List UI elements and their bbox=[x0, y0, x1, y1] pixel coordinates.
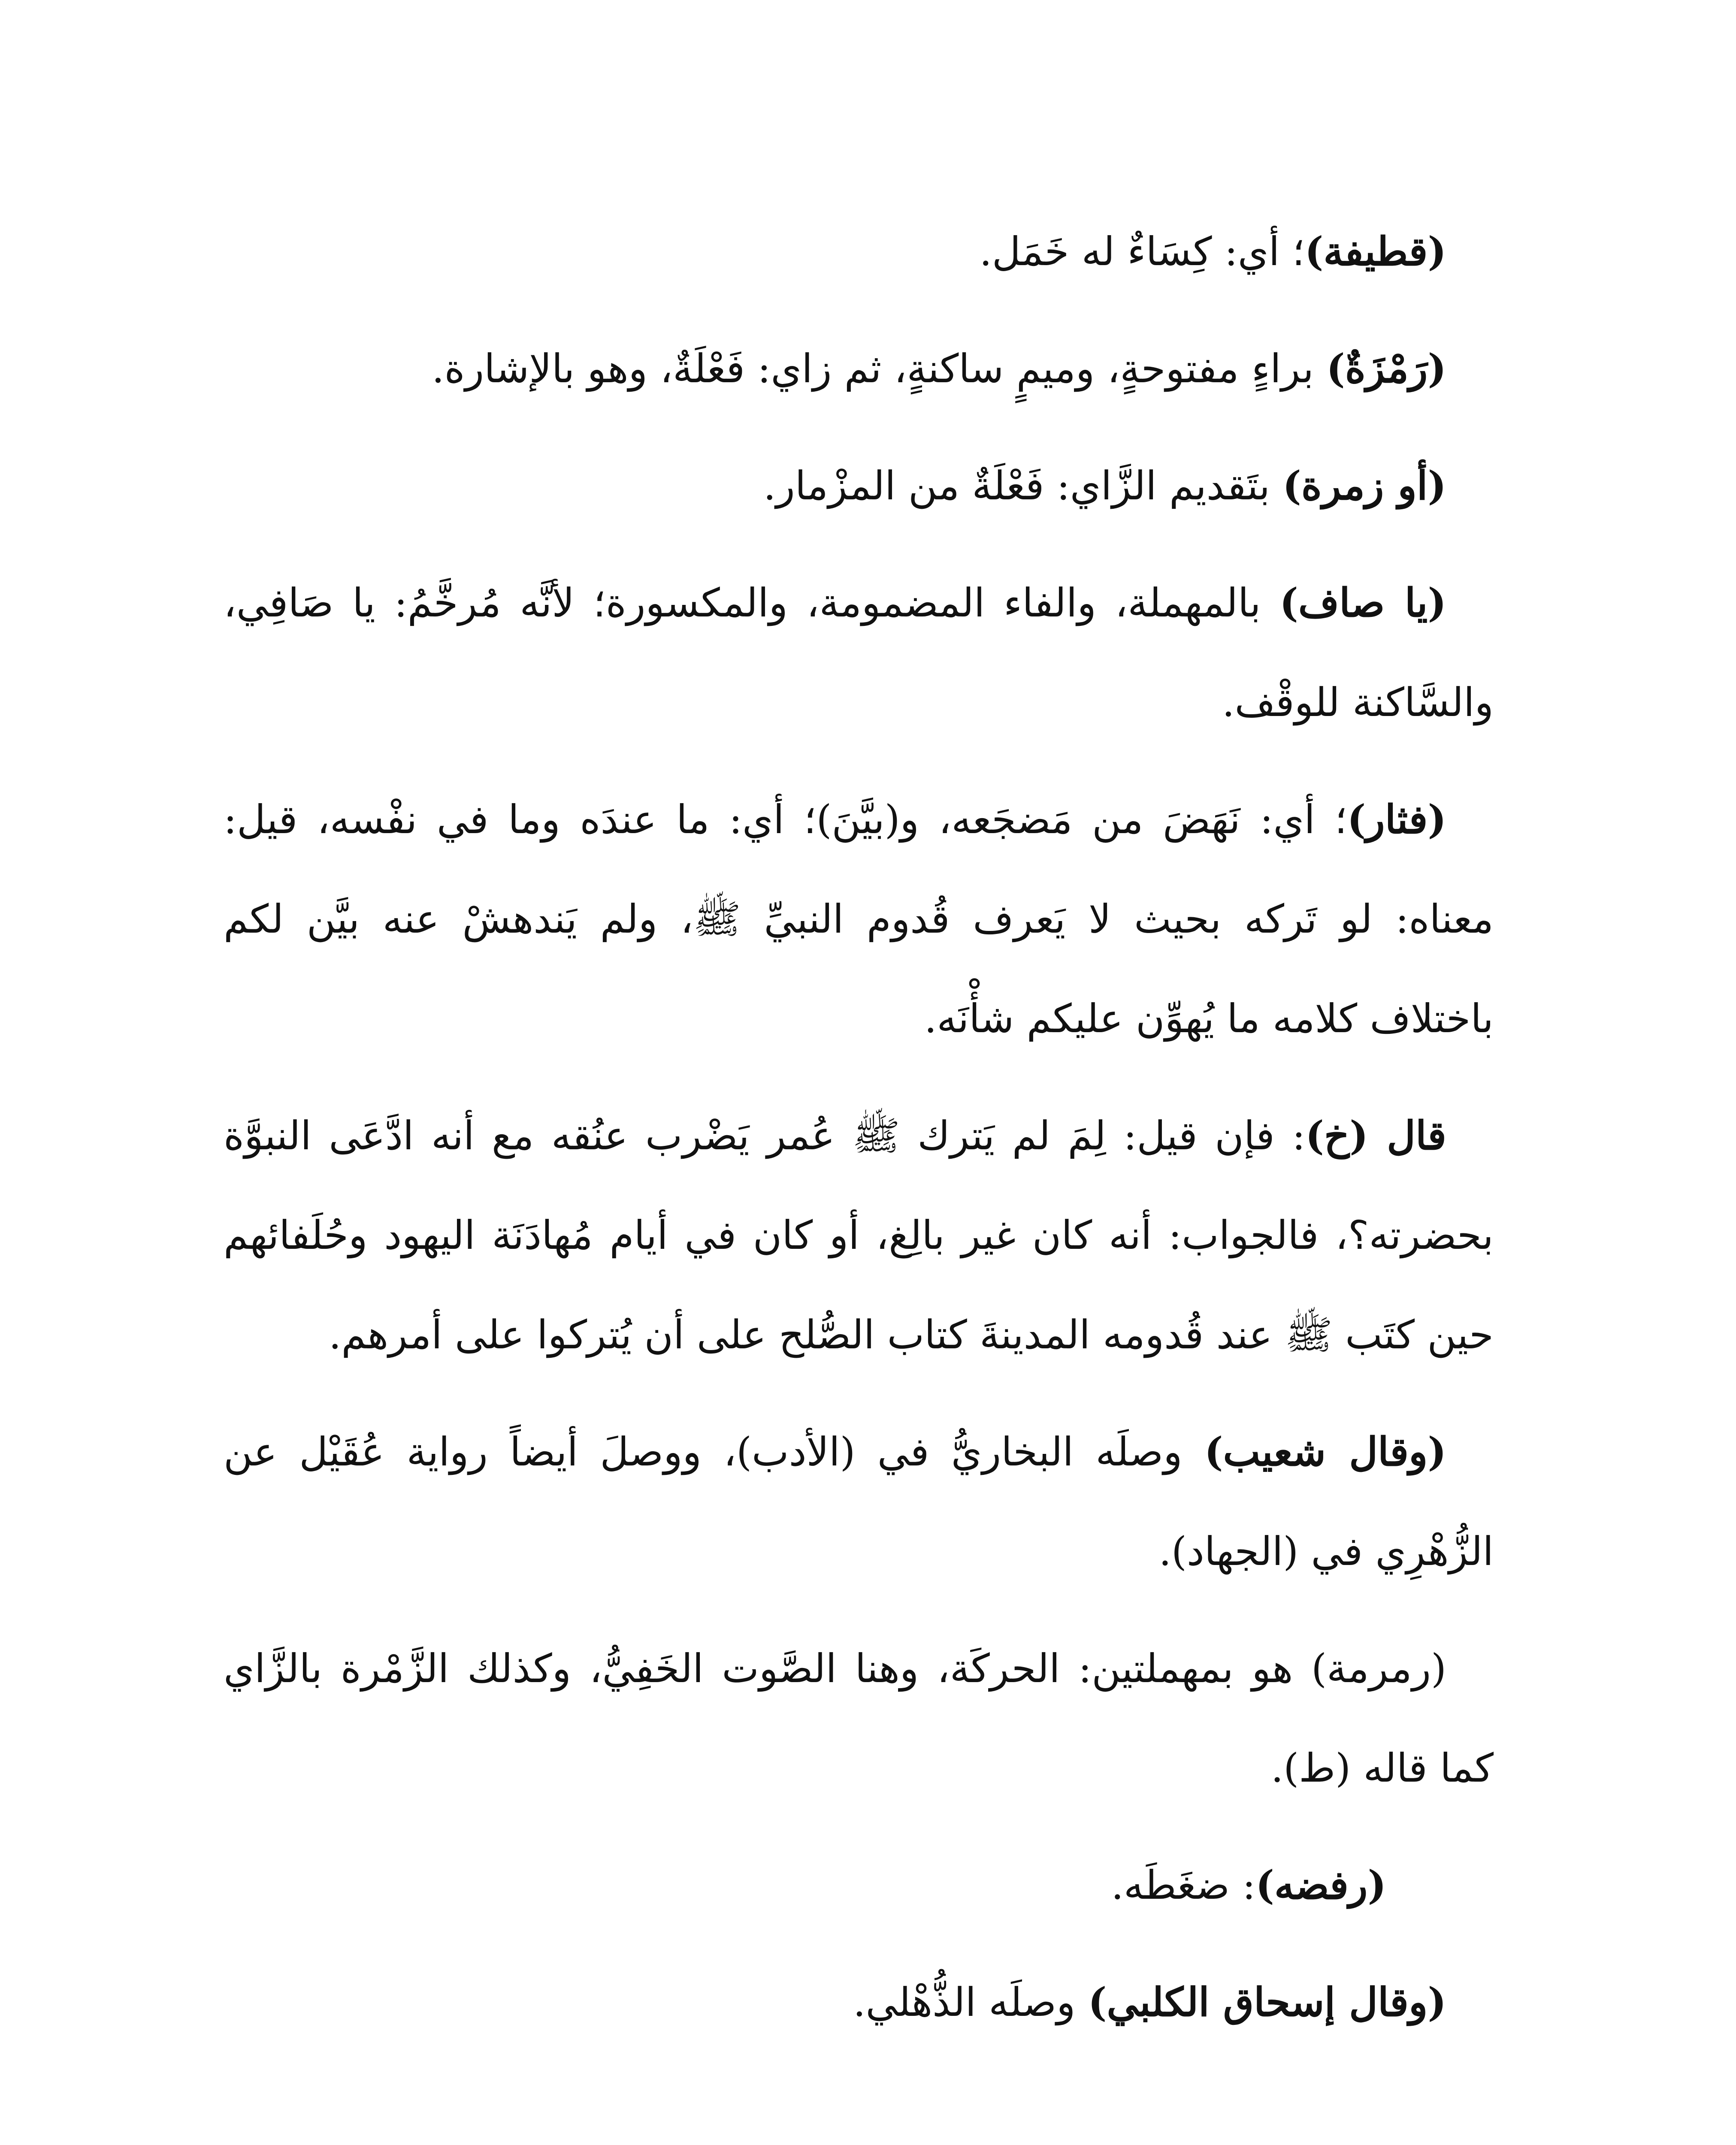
paragraph-text: : فإن قيل: لِمَ لم يَترك ﷺ عُمر يَضْرب عنُقه مع أنه ادَّعَى النبوَّة بحضرته؟، فالجواب: أنه كان غير بالِغ، أو كان في أيام مُهادَنَة اليهود وحُلَفائهم حين كتَب ﷺ عند قُدومه المدينةَ كتاب الصُّلح على أن يُتركوا على أمرهم. bbox=[224, 1113, 1494, 1358]
lemma: (وقال إسحاق الكلبي) bbox=[1088, 1979, 1446, 2025]
paragraph-fathar bbox=[224, 770, 1494, 1069]
paragraph-qala-kh bbox=[224, 1086, 1494, 1385]
paragraph-ya-saf bbox=[224, 553, 1494, 752]
paragraph-text: ؛ أي: كِسَاءٌ له خَمَل. bbox=[979, 229, 1305, 275]
lemma: (قطيفة) bbox=[1304, 228, 1446, 275]
paragraph-zamra bbox=[224, 436, 1494, 536]
paragraph-text: (رمرمة) هو بمهملتين: الحركَة، وهنا الصَّوت الخَفِيُّ، وكذلك الزَّمْرة بالزَّاي كما قاله (ط). bbox=[224, 1646, 1494, 1791]
lemma: (وقال شعيب) bbox=[1204, 1429, 1447, 1475]
paragraph-text: : ضغَطَه. bbox=[1111, 1862, 1256, 1908]
lemma: (رفضه) bbox=[1255, 1862, 1386, 1908]
paragraph-qatifa bbox=[224, 202, 1494, 302]
paragraph-shuayb bbox=[224, 1402, 1494, 1601]
lemma: (أو زمرة) bbox=[1282, 462, 1446, 509]
paragraph-ramza bbox=[224, 319, 1494, 419]
commentary-text bbox=[224, 202, 1494, 2069]
lemma: (فثار) bbox=[1347, 796, 1446, 843]
lemma: (رَمْزَةٌ) bbox=[1326, 345, 1446, 392]
paragraph-text: بالمهملة، والفاء المضمومة، والمكسورة؛ لأنَّه مُرخَّمُ: يا صَافِي، والسَّاكنة للوقْف. bbox=[224, 580, 1494, 725]
paragraph-text: براءٍ مفتوحةٍ، وميمٍ ساكنةٍ، ثم زاي: فَعْلَةٌ، وهو بالإشارة. bbox=[432, 346, 1327, 392]
lemma: (يا صاف) bbox=[1279, 580, 1447, 626]
paragraph-ishaq bbox=[224, 1952, 1494, 2052]
paragraph-text: ؛ أي: نَهَضَ من مَضجَعه، و(بيَّنَ)؛ أي: ما عندَه وما في نفْسه، قيل: معناه: لو تَركه بحيث لا يَعرف قُدوم النبيِّ ﷺ، ولم يَندهشْ عنه بيَّن لكم باختلاف كلامه ما يُهوِّن عليكم شأْنَه. bbox=[224, 797, 1494, 1042]
paragraph-text: وصلَه البخاريُّ في (الأدب)، ووصلَ أيضاً رواية عُقَيْل عن الزُّهْرِي في (الجهاد). bbox=[224, 1429, 1494, 1574]
lemma: قال (خ) bbox=[1305, 1112, 1446, 1159]
paragraph-ramrama bbox=[224, 1619, 1494, 1818]
paragraph-text: بتَقديم الزَّاي: فَعْلَةٌ من المزْمار. bbox=[763, 463, 1283, 509]
paragraph-rafadah bbox=[224, 1835, 1494, 1935]
paragraph-text: وصلَه الذُّهْلي. bbox=[853, 1979, 1088, 2025]
